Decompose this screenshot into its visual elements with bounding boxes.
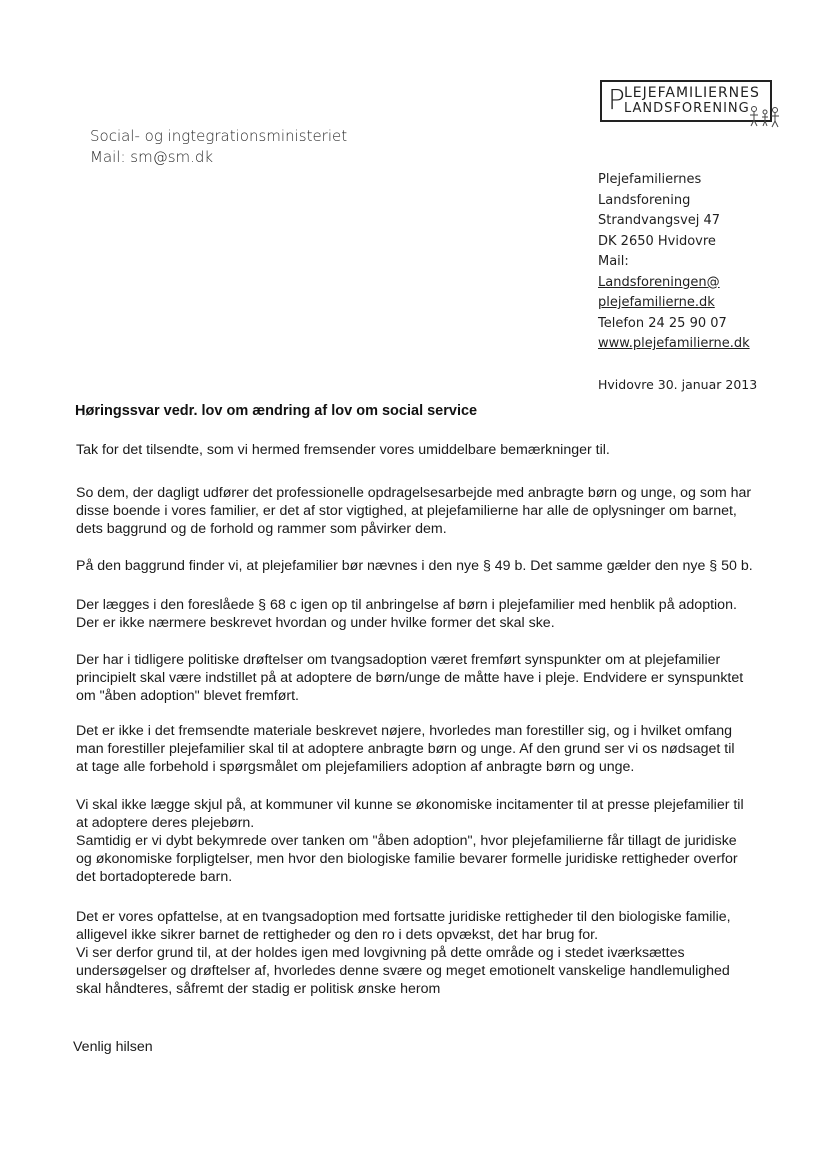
paragraph-line: Der er ikke nærmere beskrevet hvordan og under hvilke former det skal ske.: [76, 615, 555, 631]
paragraph: [76, 722, 756, 776]
paragraph-line: Vi skal ikke lægge skjul på, at kommuner vil kunne se økonomiske incitamenter til at presse plejefamilier til: [76, 797, 744, 813]
paragraph: [76, 596, 756, 632]
paragraph-line: og økonomiske forpligtelser, men hvor den biologiske familie bevarer formelle juridiske rettigheder overfor: [76, 851, 738, 867]
paragraph-line: Det er vores opfattelse, at en tvangsadoption med fortsatte juridiske rettigheder til den biologiske familie,: [76, 909, 731, 925]
paragraph-line: dets baggrund og de forhold og rammer som påvirker dem.: [76, 521, 447, 537]
paragraph-line: at tage alle forbehold i spørgsmålet om plejefamiliers adoption af anbragte børn og unge.: [76, 759, 635, 775]
sender-phone: Telefon 24 25 90 07: [598, 315, 727, 331]
paragraph: [76, 557, 756, 575]
paragraph-line: So dem, der dagligt udfører det professionelle opdragelsesarbejde med anbragte børn og unge, og som har: [76, 485, 752, 501]
paragraph-line: det bortadopterede barn.: [76, 869, 233, 885]
paragraph-line: På den baggrund finder vi, at plejefamilier bør nævnes i den nye § 49 b. Det samme gælder den nye § 50 b.: [76, 558, 753, 574]
recipient-mail: Mail: sm@sm.dk: [90, 148, 214, 166]
recipient-address: [90, 126, 347, 168]
sender-website-link[interactable]: www.plejefamilierne.dk: [598, 336, 750, 351]
letter-title: Høringssvar vedr. lov om ændring af lov om social service: [75, 403, 478, 419]
organization-logo: [600, 80, 772, 122]
sender-line: Landsforening: [598, 192, 691, 208]
family-figures-icon: [748, 104, 780, 132]
paragraph: [76, 908, 756, 998]
paragraph-line: skal håndteres, såfremt der stadig er politisk ønske herom: [76, 981, 441, 997]
sender-line: Mail:: [598, 254, 629, 269]
logo-line-2: LANDSFORENING: [624, 101, 750, 116]
letter-date: Hvidovre 30. januar 2013: [598, 377, 758, 392]
paragraph-line: Der lægges i den foreslåede § 68 c igen op til anbringelse af børn i plejefamilier med henblik på adoption.: [76, 597, 737, 613]
paragraph-line: principielt skal være indstillet på at adoptere de børn/unge de måtte have i pleje. Endvidere er synspunktet: [76, 670, 744, 686]
sender-line: Plejefamiliernes: [598, 172, 702, 187]
logo-letter: P: [608, 83, 625, 116]
paragraph-line: Tak for det tilsendte, som vi hermed fremsender vores umiddelbare bemærkninger til.: [76, 442, 610, 458]
logo-line-1: LEJEFAMILIERNES: [624, 85, 760, 101]
paragraph: [76, 651, 756, 705]
paragraph-line: Vi ser derfor grund til, at der holdes igen med lovgivning på dette område og i stedet iværksættes: [76, 945, 685, 961]
paragraph-line: Der har i tidligere politiske drøftelser om tvangsadoption været fremført synspunkter om at plejefamilier: [76, 652, 721, 668]
paragraph-line: undersøgelser og drøftelser af, hvorledes denne svære og meget emotionelt vanskelige handlemulighed: [76, 963, 730, 979]
paragraph-line: alligevel ikke sikrer barnet de rettigheder og den ro i dets opvækst, det har brug for.: [76, 927, 599, 943]
paragraph-line: om "åben adoption" blevet fremført.: [76, 688, 299, 704]
paragraph-line: at adoptere deres plejebørn.: [76, 815, 255, 831]
sender-line: DK 2650 Hvidovre: [598, 233, 716, 249]
sender-email-link[interactable]: Landsforeningen@: [598, 274, 720, 290]
recipient-name: Social- og ingtegrationsministeriet: [90, 127, 348, 145]
paragraph: [76, 796, 756, 886]
paragraph-line: man forestiller plejefamilier skal til at adoptere anbragte børn og unge. Af den grund ser vi os nødsaget til: [76, 741, 735, 757]
paragraph: [76, 484, 756, 538]
paragraph-line: Det er ikke i det fremsendte materiale beskrevet nøjere, hvorledes man forestiller sig, og i hvilket omfang: [76, 723, 733, 739]
paragraph-line: disse boende i vores familier, er det af stor vigtighed, at plejefamilierne har alle de oplysninger om barnet,: [76, 503, 737, 519]
paragraph-line: Samtidig er vi dybt bekymrede over tanken om "åben adoption", hvor plejefamilierne får tillagt de juridiske: [76, 833, 737, 849]
closing-greeting: Venlig hilsen: [73, 1039, 153, 1055]
sender-email-link-cont[interactable]: plejefamilierne.dk: [598, 295, 715, 310]
sender-line: Strandvangsvej 47: [598, 213, 721, 228]
paragraph: [76, 441, 756, 459]
sender-address: [598, 170, 798, 355]
